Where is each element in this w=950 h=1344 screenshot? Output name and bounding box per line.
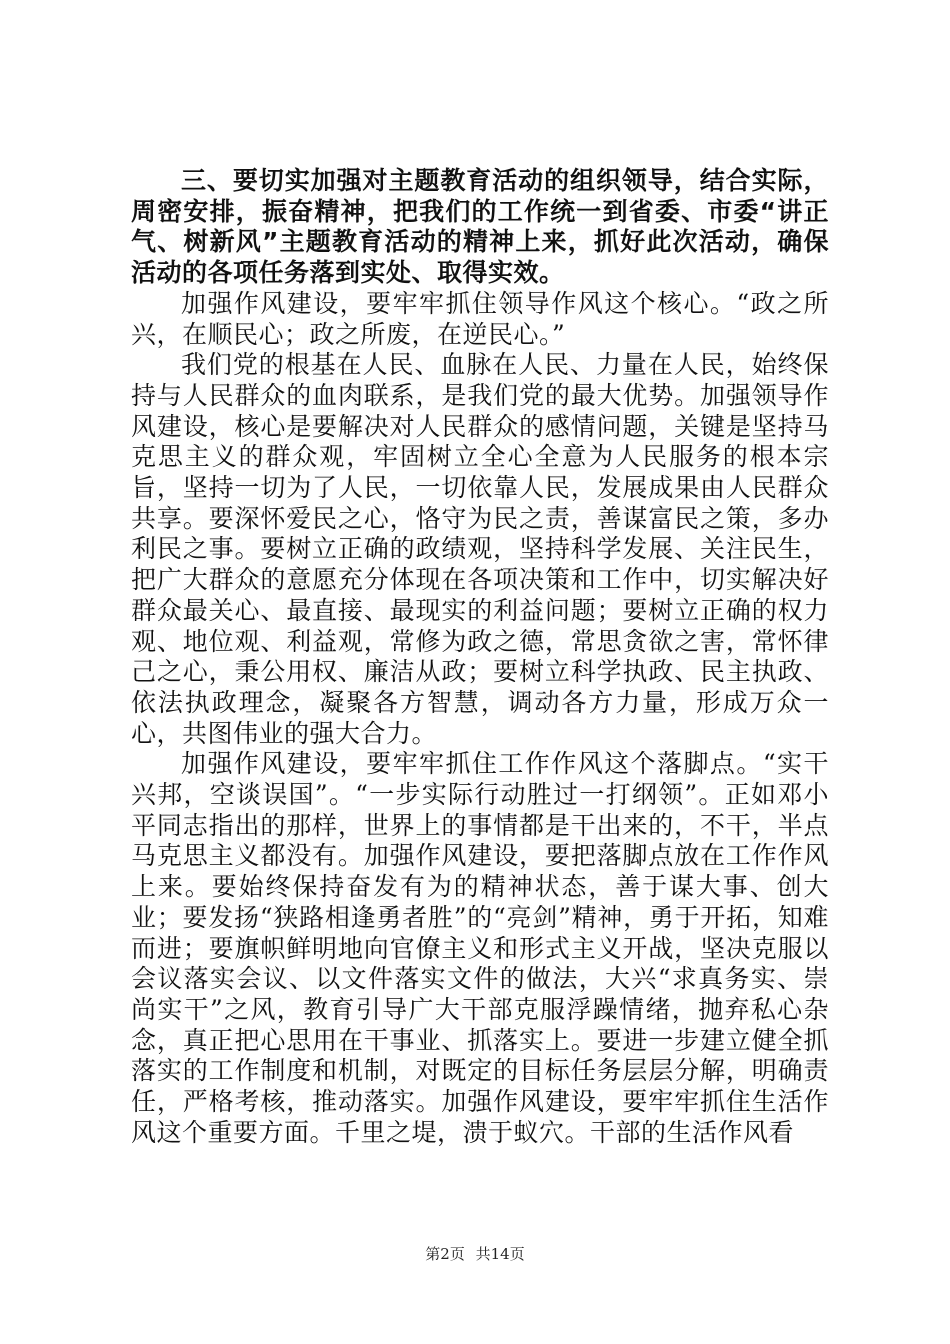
page-footer [0,1243,950,1264]
body-paragraph: 加强作风建设，要牢牢抓住工作作风这个落脚点。“实干兴邦，空谈误国”。“一步实际行动胜过一打纲领”。正如邓小平同志指出的那样，世界上的事情都是干出来的，不干，半点马克思主义都没有。加强作风建设，要把落脚点放在工作作风上来。要始终保持奋发有为的精神状态，善于谋大事、创大业；要发扬“狭路相逢勇者胜”的“亮剑”精神，勇于开拓，知难而进；要旗帜鲜明地向官僚主义和形式主义开战，坚决克服以会议落实会议、以文件落实文件的做法，大兴“求真务实、崇尚实干”之风，教育引导广大干部克服浮躁情绪，抛弃私心杂念，真正把心思用在干事业、抓落实上。要进一步建立健全抓落实的工作制度和机制，对既定的目标任务层层分解，明确责任，严格考核，推动落实。加强作风建设，要牢牢抓住生活作风这个重要方面。千里之堤，溃于蚁穴。干部的生活作风看 [131,749,829,1147]
body-paragraph: 加强作风建设，要牢牢抓住领导作风这个核心。“政之所兴，在顺民心；政之所废，在逆民心。” [131,288,829,349]
section-heading-paragraph: 三、要切实加强对主题教育活动的组织领导，结合实际，周密安排，振奋精神，把我们的工作统一到省委、市委“讲正气、树新风”主题教育活动的精神上来，抓好此次活动，确保活动的各项任务落到实处、取得实效。 [131,166,829,288]
total-pages: 共14页 [475,1245,525,1263]
document-body [131,166,829,1149]
body-paragraph: 我们党的根基在人民、血脉在人民、力量在人民，始终保持与人民群众的血肉联系，是我们党的最大优势。加强领导作风建设，核心是要解决对人民群众的感情问题，关键是坚持马克思主义的群众观，牢固树立全心全意为人民服务的根本宗旨，坚持一切为了人民，一切依靠人民，发展成果由人民群众共享。要深怀爱民之心，恪守为民之责，善谋富民之策，多办利民之事。要树立正确的政绩观，坚持科学发展、关注民生，把广大群众的意愿充分体现在各项决策和工作中，切实解决好群众最关心、最直接、最现实的利益问题；要树立正确的权力观、地位观、利益观，常修为政之德，常思贪欲之害，常怀律己之心，秉公用权、廉洁从政；要树立科学执政、民主执政、依法执政理念，凝聚各方智慧，调动各方力量，形成万众一心，共图伟业的强大合力。 [131,350,829,748]
page-number: 第2页 [425,1245,465,1263]
